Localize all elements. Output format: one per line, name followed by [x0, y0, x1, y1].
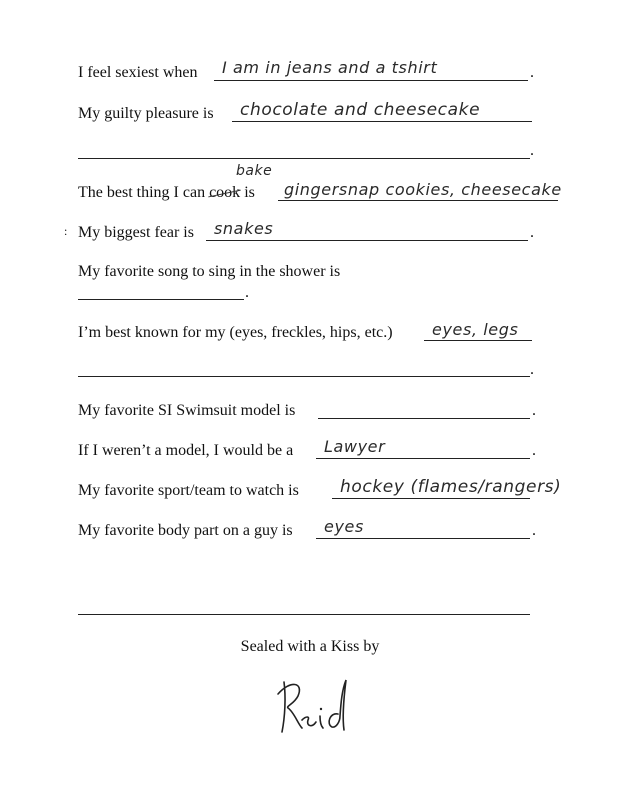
prompt-body-part: My favorite body part on a guy is	[78, 522, 293, 539]
answer-line-best-known	[424, 340, 532, 341]
period: .	[530, 361, 534, 378]
answer-line-not-model	[316, 458, 530, 459]
prompt-not-model: If I weren’t a model, I would be a	[78, 442, 294, 459]
correction-bake: bake	[236, 163, 273, 179]
continuation-line	[78, 376, 530, 377]
period: .	[530, 224, 534, 241]
prompt-guilty-pleasure: My guilty pleasure is	[78, 105, 214, 122]
prompt-biggest-fear: My biggest fear is	[78, 224, 194, 241]
answer-line-sport-team	[332, 498, 530, 499]
period: .	[245, 284, 249, 301]
answer-line-si-model	[318, 418, 530, 419]
answer-not-model: Lawyer	[324, 437, 386, 456]
period: .	[530, 142, 534, 159]
signature	[268, 672, 358, 742]
answer-biggest-fear: snakes	[214, 219, 274, 238]
answer-line-shower-song	[78, 299, 244, 300]
answer-body-part: eyes	[324, 517, 364, 536]
period: .	[530, 64, 534, 81]
prompt-sexiest: I feel sexiest when	[78, 64, 198, 81]
sealed-with-a-kiss: Sealed with a Kiss by	[240, 638, 380, 655]
answer-line-biggest-fear	[206, 240, 528, 241]
stray-mark: :	[64, 224, 68, 238]
prompt-shower-song: My favorite song to sing in the shower is	[78, 263, 341, 280]
answer-sexiest: I am in jeans and a tshirt	[222, 58, 438, 77]
answer-guilty-pleasure: chocolate and cheesecake	[240, 100, 481, 120]
struck-word: cook	[209, 184, 241, 201]
prompt-sport-team: My favorite sport/team to watch is	[78, 482, 299, 499]
prompt-best-thing: The best thing I can cook is	[78, 184, 255, 201]
answer-sport-team: hockey (flames/rangers)	[340, 477, 562, 497]
continuation-line	[78, 158, 530, 159]
period: .	[532, 522, 536, 539]
prompt-si-model: My favorite SI Swimsuit model is	[78, 402, 296, 419]
footer-line	[78, 614, 530, 615]
answer-line-guilty-pleasure	[232, 121, 532, 122]
answer-best-thing: gingersnap cookies, cheesecake	[284, 180, 562, 199]
period: .	[532, 402, 536, 419]
answer-line-best-thing	[278, 200, 558, 201]
answer-line-body-part	[316, 538, 530, 539]
answer-line-sexiest	[214, 80, 528, 81]
answer-best-known: eyes, legs	[432, 320, 519, 339]
period: .	[532, 442, 536, 459]
prompt-best-known: I’m best known for my (eyes, freckles, hips, etc.)	[78, 324, 393, 341]
